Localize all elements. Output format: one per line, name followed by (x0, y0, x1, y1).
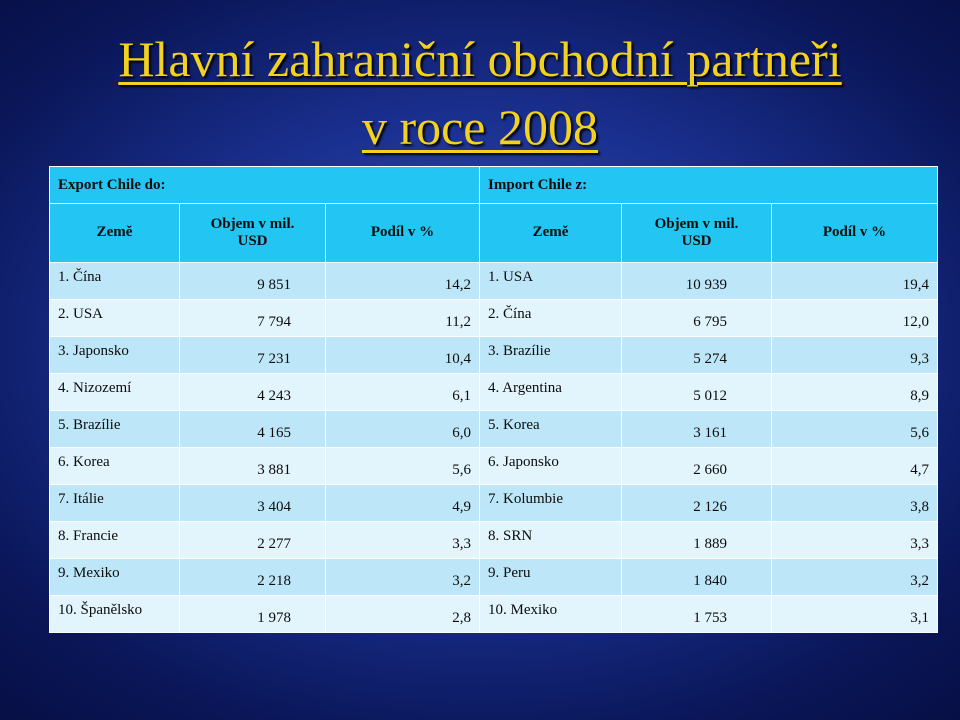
import-volume-cell (622, 559, 772, 596)
export-share-cell (326, 411, 480, 448)
import-country-cell-text: 7. Kolumbie (488, 490, 564, 507)
export-volume-cell (180, 263, 326, 300)
import-volume-cell (622, 300, 772, 337)
export-country-header: Země (50, 204, 180, 263)
export-volume-cell-text: 7 231 (257, 350, 291, 367)
import-country-cell (480, 411, 622, 448)
import-share-cell (772, 522, 938, 559)
export-volume-cell (180, 448, 326, 485)
import-country-cell-text: 9. Peru (488, 564, 531, 581)
export-share-cell (326, 596, 480, 633)
import-country-cell-text: 1. USA (488, 268, 534, 285)
table-row (50, 263, 938, 300)
import-volume-cell-text: 2 660 (693, 461, 728, 478)
table-row (50, 374, 938, 411)
import-volume-cell (622, 485, 772, 522)
import-share-cell (772, 485, 938, 522)
export-share-cell (326, 448, 480, 485)
import-volume-cell-text: 1 840 (693, 572, 728, 589)
table-row (50, 411, 938, 448)
import-volume-cell-text: 5 274 (693, 350, 728, 367)
export-country-cell (50, 374, 180, 411)
export-country-cell (50, 411, 180, 448)
export-volume-cell-text: 2 277 (257, 535, 291, 552)
export-share-cell-text: 10,4 (444, 350, 472, 367)
export-share-header: Podíl v % (326, 204, 480, 263)
export-share-cell (326, 337, 480, 374)
import-share-cell-text: 19,4 (902, 276, 930, 293)
export-section-label: Export Chile do: (50, 167, 480, 204)
export-country-cell-text: 6. Korea (58, 453, 110, 470)
import-volume-cell-text: 3 161 (693, 424, 728, 441)
export-country-cell-text: 5. Brazílie (58, 416, 121, 433)
import-volume-cell-text: 1 889 (693, 535, 728, 552)
export-share-cell-text: 5,6 (452, 461, 472, 478)
export-share-cell (326, 374, 480, 411)
table-row (50, 337, 938, 374)
import-country-cell (480, 485, 622, 522)
export-share-cell (326, 300, 480, 337)
import-country-cell (480, 522, 622, 559)
export-country-cell (50, 337, 180, 374)
import-volume-header: Objem v mil. USD (622, 204, 772, 263)
import-country-cell (480, 337, 622, 374)
table-row (50, 448, 938, 485)
export-share-cell-text: 6,1 (452, 387, 472, 404)
import-country-cell-text: 5. Korea (488, 416, 540, 433)
import-country-cell-text: 6. Japonsko (488, 453, 559, 470)
trade-partners-table (49, 166, 938, 633)
import-volume-cell (622, 411, 772, 448)
export-volume-cell-text: 7 794 (257, 313, 291, 330)
section-header-row (50, 167, 938, 204)
export-country-cell-text: 9. Mexiko (58, 564, 120, 581)
import-country-cell (480, 596, 622, 633)
export-volume-cell (180, 522, 326, 559)
import-share-cell-text: 3,1 (910, 609, 930, 626)
import-share-cell (772, 337, 938, 374)
column-header-row (50, 204, 938, 263)
import-share-cell-text: 4,7 (910, 461, 930, 478)
export-country-cell (50, 485, 180, 522)
export-volume-cell-text: 4 243 (257, 387, 291, 404)
export-share-cell-text: 14,2 (444, 276, 472, 293)
export-country-cell-text: 7. Itálie (58, 490, 104, 507)
export-country-cell-text: 10. Španělsko (58, 601, 143, 618)
export-volume-cell (180, 411, 326, 448)
import-share-cell (772, 374, 938, 411)
export-country-cell-text: 4. Nizozemí (58, 379, 132, 396)
import-volume-cell-text: 2 126 (693, 498, 728, 515)
import-volume-cell-text: 10 939 (685, 276, 728, 293)
import-volume-cell (622, 448, 772, 485)
import-country-cell-text: 3. Brazílie (488, 342, 551, 359)
import-share-cell-text: 3,8 (910, 498, 930, 515)
import-share-cell (772, 596, 938, 633)
import-volume-cell (622, 522, 772, 559)
export-country-cell-text: 2. USA (58, 305, 104, 322)
import-volume-cell-text: 5 012 (693, 387, 728, 404)
export-country-cell-text: 8. Francie (58, 527, 118, 544)
table-row (50, 485, 938, 522)
export-country-cell-text: 1. Čína (58, 268, 102, 285)
import-share-cell-text: 5,6 (910, 424, 930, 441)
export-volume-cell-text: 4 165 (257, 424, 291, 441)
export-volume-cell (180, 485, 326, 522)
table-row (50, 559, 938, 596)
export-volume-cell (180, 374, 326, 411)
export-volume-cell (180, 337, 326, 374)
table-row (50, 300, 938, 337)
export-volume-cell (180, 596, 326, 633)
export-country-cell (50, 559, 180, 596)
import-volume-cell-text: 6 795 (693, 313, 728, 330)
import-volume-cell-text: 1 753 (693, 609, 728, 626)
import-volume-cell (622, 337, 772, 374)
import-country-cell (480, 448, 622, 485)
import-volume-cell (622, 374, 772, 411)
import-share-cell-text: 3,2 (910, 572, 930, 589)
export-volume-header: Objem v mil. USD (180, 204, 326, 263)
export-volume-cell-text: 9 851 (257, 276, 291, 293)
export-volume-cell-text: 2 218 (257, 572, 291, 589)
import-volume-cell (622, 263, 772, 300)
export-volume-cell-text: 3 404 (257, 498, 291, 515)
export-share-cell-text: 2,8 (452, 609, 472, 626)
table-row (50, 596, 938, 633)
import-share-cell (772, 448, 938, 485)
import-share-cell-text: 8,9 (910, 387, 930, 404)
import-country-cell (480, 559, 622, 596)
import-country-cell-text: 8. SRN (488, 527, 533, 544)
export-share-cell-text: 3,3 (452, 535, 472, 552)
import-country-cell-text: 2. Čína (488, 305, 532, 322)
export-share-cell (326, 263, 480, 300)
import-country-cell-text: 10. Mexiko (488, 601, 558, 618)
import-share-header: Podíl v % (772, 204, 938, 263)
export-share-cell (326, 522, 480, 559)
export-share-cell-text: 6,0 (452, 424, 472, 441)
page-subtitle: v roce 2008 (361, 99, 599, 155)
import-share-cell (772, 411, 938, 448)
export-share-cell (326, 559, 480, 596)
import-share-cell-text: 12,0 (902, 313, 930, 330)
import-country-header: Země (480, 204, 622, 263)
export-volume-cell-text: 3 881 (257, 461, 291, 478)
export-volume-cell (180, 300, 326, 337)
import-share-cell (772, 263, 938, 300)
export-share-cell (326, 485, 480, 522)
export-volume-cell (180, 559, 326, 596)
import-country-cell (480, 374, 622, 411)
import-share-cell (772, 559, 938, 596)
import-share-cell (772, 300, 938, 337)
import-share-cell-text: 3,3 (910, 535, 930, 552)
import-country-cell (480, 300, 622, 337)
export-share-cell-text: 11,2 (445, 313, 472, 330)
import-share-cell-text: 9,3 (910, 350, 930, 367)
import-country-cell (480, 263, 622, 300)
export-country-cell-text: 3. Japonsko (58, 342, 129, 359)
export-country-cell (50, 300, 180, 337)
page-title: Hlavní zahraniční obchodní partneři (118, 31, 842, 87)
export-country-cell (50, 596, 180, 633)
export-country-cell (50, 448, 180, 485)
import-volume-cell (622, 596, 772, 633)
export-share-cell-text: 4,9 (452, 498, 472, 515)
table-row (50, 522, 938, 559)
import-country-cell-text: 4. Argentina (488, 379, 562, 396)
export-volume-cell-text: 1 978 (257, 609, 291, 626)
export-country-cell (50, 522, 180, 559)
import-section-label: Import Chile z: (480, 167, 938, 204)
export-share-cell-text: 3,2 (452, 572, 472, 589)
export-country-cell (50, 263, 180, 300)
